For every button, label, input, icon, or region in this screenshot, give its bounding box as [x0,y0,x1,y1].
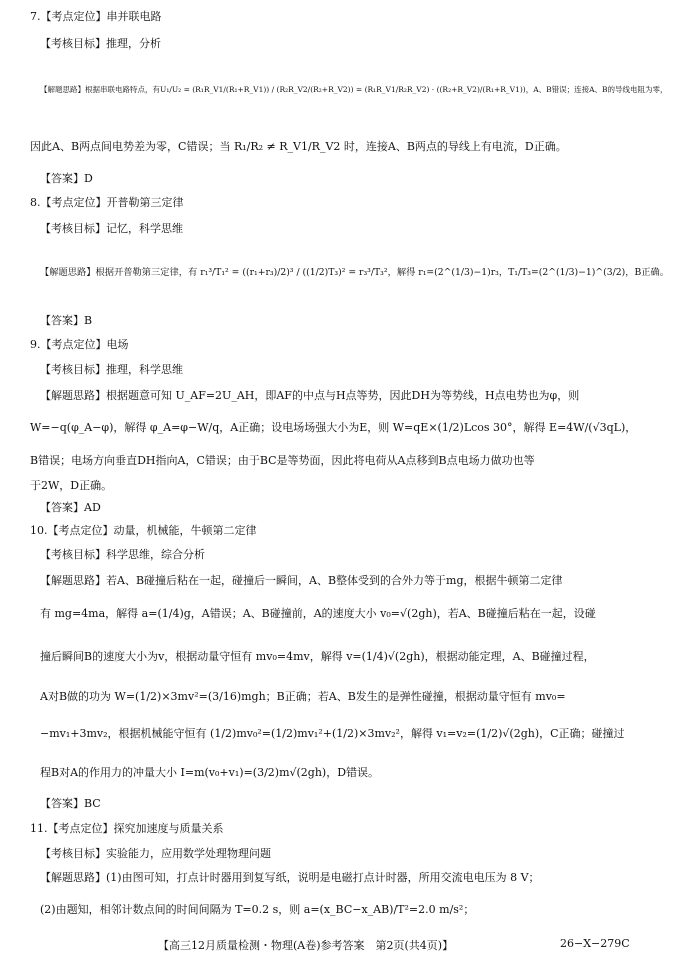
q9-goal: 【考核目标】推理，科学思维 [40,363,183,376]
q7-idea-line2: 因此A、B两点间电势差为零，C错误；当 R₁/R₂ ≠ R_V1/R_V2 时，连接A、B两点的导线上有电流，D正确。 [30,140,567,153]
q10-idea-line2: 有 mg=4ma，解得 a=(1/4)g，A错误；A、B碰撞前，A的速度大小 v₀=√(2gh)，若A、B碰撞后粘在一起，设碰 [40,607,596,620]
q10-idea-line1: 【解题思路】若A、B碰撞后粘在一起，碰撞后一瞬间，A、B整体受到的合外力等于mg，根据牛顿第二定律 [40,574,563,587]
q9-idea-line3: B错误；电场方向垂直DH指向A，C错误；由于BC是等势面，因此将电荷从A点移到B点电场力做功也等 [30,454,535,467]
q10-answer: 【答案】BC [40,797,101,810]
q11-idea-line2: (2)由题知，相邻计数点间的时间间隔为 T=0.2 s，则 a=(x_BC−x_AB)/T²=2.0 m/s²； [40,903,475,916]
q10-idea-line6: 程B对A的作用力的冲量大小 I=m(v₀+v₁)=(3/2)m√(2gh)，D错误。 [40,766,380,779]
q10-goal: 【考核目标】科学思维，综合分析 [40,548,205,561]
q10-position: 10.【考点定位】动量，机械能，牛顿第二定律 [30,524,257,537]
q10-idea-line5: −mv₁+3mv₂，根据机械能守恒有 (1/2)mv₀²=(1/2)mv₁²+(1/2)×3mv₂²，解得 v₁=v₂=(1/2)√(2gh)，C正确；碰撞过 [40,727,625,740]
q8-answer: 【答案】B [40,314,93,327]
q11-idea-line1: 【解题思路】(1)由图可知，打点计时器用到复写纸，说明是电磁打点计时器，所用交流电电压为 8 V； [40,871,540,884]
q7-goal: 【考核目标】推理，分析 [40,37,161,50]
q7-position: 7.【考点定位】串并联电路 [30,10,162,23]
q8-position: 8.【考点定位】开普勒第三定律 [30,196,184,209]
q8-idea: 【解题思路】根据开普勒第三定律，有 r₁³/T₁² = ((r₁+r₃)/2)³ / ((1/2)T₃)² = r₃³/T₃²，解得 r₁=(2^(1/3)−1)r₃，T₁/T₃=(2^(1/3)−1)^(3/2)，B正确。 [40,267,670,278]
q9-idea-line1: 【解题思路】根据题意可知 U_AF=2U_AH，即AF的中点与H点等势，因此DH为等势线，H点电势也为φ，则 [40,389,580,402]
q9-position: 9.【考点定位】电场 [30,338,129,351]
q9-idea-line2: W=−q(φ_A−φ)，解得 φ_A=φ−W/q，A正确；设电场场强大小为E，则 W=qE×(1/2)Lcos 30°，解得 E=4W/(√3qL)， [30,421,637,434]
q7-idea-intro: 【解题思路】根据串联电路特点，有 [40,85,160,94]
q7-idea-conclusion: ，A、B错误；连接A、B的导线电阻为零， [525,85,668,94]
page-footer-code: 26−X−279C [560,937,630,950]
q11-position: 11.【考点定位】探究加速度与质量关系 [30,822,224,835]
q7-ratio-formula: U₁/U₂ = (R₁R_V1/(R₁+R_V1)) / (R₂R_V2/(R₂+R_V2)) = (R₁R_V1/R₂R_V2) · ((R₂+R_V2)/(R₁+R_V1)) [160,85,526,94]
q10-idea-line3: 撞后瞬间B的速度大小为v，根据动量守恒有 mv₀=4mv，解得 v=(1/4)√(2gh)，根据动能定理，A、B碰撞过程， [40,650,595,663]
q9-idea-line4: 于2W，D正确。 [30,479,113,492]
q7-answer: 【答案】D [40,172,93,185]
q10-idea-line4: A对B做的功为 W=(1/2)×3mv²=(3/16)mgh；B正确；若A、B发生的是弹性碰撞，根据动量守恒有 mv₀= [40,690,566,703]
q11-goal: 【考核目标】实验能力，应用数学处理物理问题 [40,847,271,860]
q8-goal: 【考核目标】记忆，科学思维 [40,222,183,235]
page-footer-title: 【高三12月质量检测・物理(A卷)参考答案 第2页(共4页)】 [158,939,454,952]
q9-answer: 【答案】AD [40,501,101,514]
q7-idea-line1 [40,83,668,97]
